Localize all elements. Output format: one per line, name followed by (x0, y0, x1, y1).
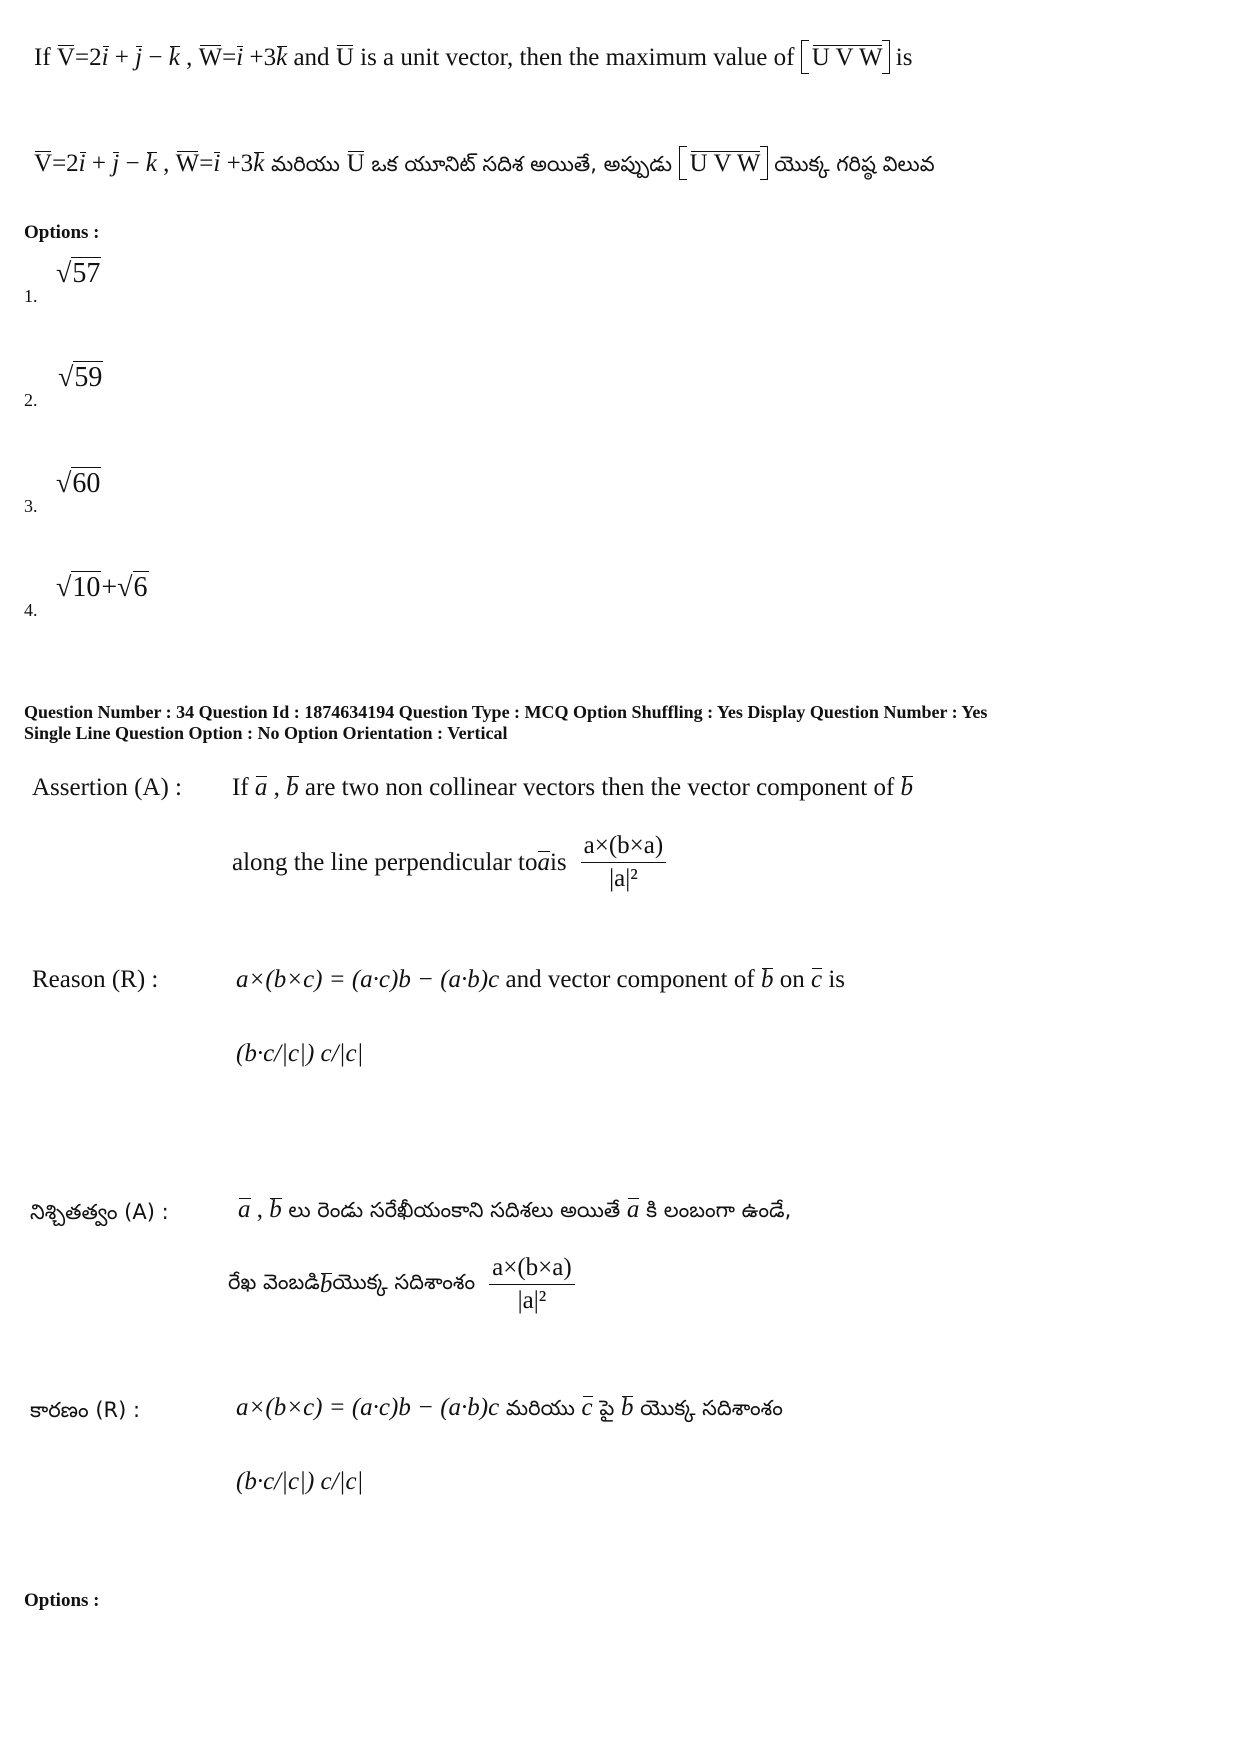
vector-b: b (269, 1196, 282, 1223)
projection-formula: (b·c/|c|) c/|c| (236, 1040, 364, 1067)
assertion-label: Assertion (A) : (32, 774, 182, 801)
vector-b: b (900, 774, 914, 801)
tel-reason-label: కారణం (R) : (30, 1398, 141, 1422)
radicand: 57 (72, 258, 101, 289)
vector-a: a (626, 1196, 640, 1223)
radicand: 59 (74, 362, 103, 393)
text: If (232, 774, 255, 801)
vector-V: V (34, 150, 53, 177)
options-label: Options : (24, 1590, 100, 1611)
sqrt-expression: √57 (56, 258, 101, 289)
vector-b: b (286, 774, 299, 801)
vector-a: a (238, 1196, 251, 1223)
vector-c: c (581, 1394, 593, 1421)
tel-assertion-text (238, 1196, 791, 1228)
denominator: |a|² (517, 1287, 547, 1314)
text: =2 (74, 44, 102, 71)
sqrt-expression: √10+√6 (56, 572, 148, 603)
telugu-text: యొక్క సదిశాంశం (332, 1269, 476, 1294)
fraction (581, 832, 667, 893)
vector-V: V (56, 44, 75, 71)
text: − (142, 44, 169, 71)
text: , (267, 774, 287, 801)
question-33-telugu (34, 146, 935, 182)
vector-b: b (319, 1270, 333, 1298)
telugu-text: యొక్క సదిశాంశం (633, 1396, 783, 1420)
reason-label: Reason (R) : (32, 966, 159, 993)
option-number: 1. (24, 286, 38, 306)
box-text: U V W (811, 44, 883, 71)
meta-line: Question Number : 34 Question Id : 1874634194 Question Type : MCQ Option Shuffling : Yes Display Question Number : Yes (24, 702, 988, 722)
text: + (108, 44, 136, 71)
unit-k: k (276, 44, 288, 71)
vector-W: W (198, 44, 223, 71)
text: − (119, 150, 146, 177)
telugu-text: లు రెండు సరేఖీయంకాని సదిశలు అయితే (281, 1198, 627, 1222)
unit-k: k (253, 150, 265, 177)
unit-i: i (78, 150, 86, 177)
option-number: 4. (24, 600, 38, 620)
unit-i: i (101, 44, 109, 71)
unit-k: k (168, 44, 180, 71)
assertion-line2 (232, 832, 666, 893)
text: is (822, 966, 845, 993)
unit-i: i (213, 150, 221, 177)
telugu-text: పై (592, 1396, 621, 1420)
radicand: 60 (72, 468, 101, 499)
radicand: 10 (72, 572, 101, 603)
text: , (250, 1196, 270, 1223)
question-33-english (34, 40, 912, 74)
scalar-triple-product (801, 40, 890, 74)
question-34-meta (24, 702, 987, 744)
radicand: 6 (133, 572, 148, 603)
text: If (34, 44, 57, 71)
text: +3 (243, 44, 277, 71)
text: along the line perpendicular to (232, 848, 538, 876)
vector-W: W (175, 150, 200, 177)
option-number: 3. (24, 496, 38, 516)
text: on (773, 966, 811, 993)
reason-text (236, 966, 845, 994)
vector-c: c (810, 966, 823, 993)
meta-line: Single Line Question Option : No Option Orientation : Vertical (24, 723, 508, 743)
telugu-text: కి లంబంగా ఉండే, (639, 1198, 792, 1222)
tel-projection-formula: (b·c/|c|) c/|c| (236, 1468, 364, 1495)
text: is (889, 44, 913, 71)
formula: a×(b×c) = (a·c)b − (a·b)c (236, 966, 500, 993)
unit-k: k (145, 150, 157, 177)
sqrt-expression: √60 (56, 468, 101, 499)
assertion-text (232, 774, 913, 802)
telugu-text: ఒక యూనిట్ సదిశ అయితే, అప్పుడు (364, 152, 679, 176)
numerator: a×(b×a) (489, 1254, 575, 1285)
telugu-text: రేఖ వెంబడి (228, 1269, 320, 1294)
vector-b: b (620, 1394, 634, 1421)
unit-i: i (236, 44, 244, 71)
telugu-text: మరియు (499, 1396, 582, 1420)
text: is a unit vector, then the maximum value of (353, 44, 801, 71)
text: = (199, 150, 214, 177)
text: and (287, 44, 336, 71)
text: , (156, 150, 176, 177)
fraction (489, 1254, 575, 1315)
vector-U: U (346, 150, 365, 177)
unit-j: j (135, 44, 143, 71)
tel-assertion-label: నిశ్చితత్వం (A) : (30, 1200, 169, 1224)
denominator: |a|² (609, 865, 638, 892)
vector-U: U (335, 44, 354, 71)
text: +3 (220, 150, 254, 177)
text: = (222, 44, 237, 71)
scalar-triple-product (679, 146, 768, 180)
text: =2 (52, 150, 79, 177)
tel-assertion-line2 (228, 1254, 575, 1315)
tel-reason-text (236, 1394, 783, 1426)
telugu-text: మరియు (264, 152, 347, 176)
plus: + (101, 572, 118, 603)
text: , (179, 44, 199, 71)
telugu-text: యొక్క గరిష్ఠ విలువ (767, 152, 935, 176)
unit-j: j (112, 150, 120, 177)
text: are two non collinear vectors then the vector component of (298, 774, 901, 801)
text: is (549, 848, 567, 876)
sqrt-expression: √59 (58, 362, 103, 393)
box-text: U V W (689, 150, 761, 177)
options-label: Options : (24, 222, 100, 243)
formula: a×(b×c) = (a·c)b − (a·b)c (236, 1394, 500, 1421)
vector-a: a (254, 774, 268, 801)
numerator: a×(b×a) (581, 832, 667, 863)
option-number: 2. (24, 390, 38, 410)
text: + (85, 150, 113, 177)
vector-b: b (760, 966, 774, 993)
text: and vector component of (499, 966, 761, 993)
vector-a: a (537, 848, 550, 876)
